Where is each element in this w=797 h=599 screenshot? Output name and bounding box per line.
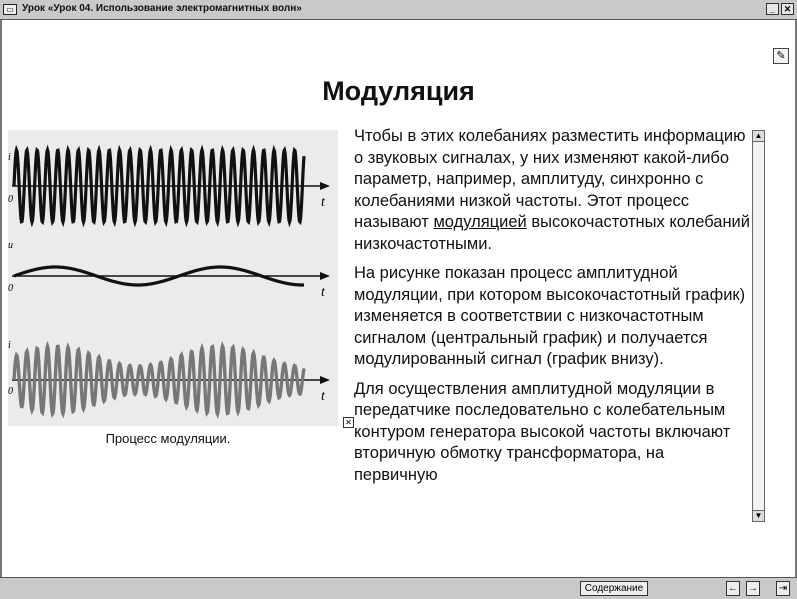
contents-button[interactable]: Содержание [580,581,648,596]
graph1-arrow [320,182,330,190]
graph2-origin: 0 [8,283,13,294]
lesson-text [354,126,752,524]
window-title: Урок «Урок 04. Использование электромагнитных волн» [22,3,302,14]
scroll-up-button[interactable]: ▲ [754,131,763,140]
prev-button[interactable]: ← [728,583,738,594]
paragraph-3: Для осуществления амплитудной модуляции в передатчике последовательно с колебательным контуром генератора высокой частоты включают вторичную обмотку трансформатора, на первичную [354,379,731,484]
graph2-arrow [320,272,330,280]
paragraph-1 [354,126,752,255]
graph1-ylabel: i [8,152,11,163]
graph2-t-label: t [321,285,325,300]
expand-icon[interactable]: ✕ [343,417,354,428]
app-icon: ▭ [3,4,17,15]
modulation-figure [8,130,338,426]
graph1-origin: 0 [8,194,13,205]
modulation-link[interactable]: модуляцией [433,213,527,231]
title-bar [0,0,797,20]
next-button[interactable]: → [748,583,758,594]
graph2-ylabel: u [8,240,13,251]
figure-caption: Процесс модуляции. [105,431,231,446]
page-title: Модуляция [322,76,475,106]
extra-button[interactable]: ⇥ [776,581,790,596]
graph3-ylabel: i [8,340,11,351]
graph3-origin: 0 [8,386,13,397]
graph1-t-label: t [321,195,325,210]
minimize-button[interactable]: _ [766,3,779,15]
paragraph-2: На рисунке показан процесс амплитудной модуляции, при котором высокочастотный график) изменяется в соответствии с низкочастотным сигналом (центральный график) и получается модулированный сигнал (график внизу). [354,264,746,368]
graph3-t-label: t [321,389,325,404]
scroll-down-button[interactable]: ▼ [754,511,763,520]
modulation-graphs [8,130,338,426]
p1-text-before: Чтобы в этих колебаниях разместить информацию о звуковых сигналах, у них изменяют какой-либо параметр, например, амплитуду, синхронно с колебаниями низкой частоты. Этот процесс называют [354,127,746,231]
status-bar [0,577,797,599]
text-scrollbar[interactable] [752,130,765,522]
close-button[interactable]: ✕ [781,3,794,15]
edit-icon[interactable]: ✎ [773,48,789,64]
graph3-arrow [320,376,330,384]
p1-text-after: высокочастотных колебаний низкочастотными. [354,213,750,253]
